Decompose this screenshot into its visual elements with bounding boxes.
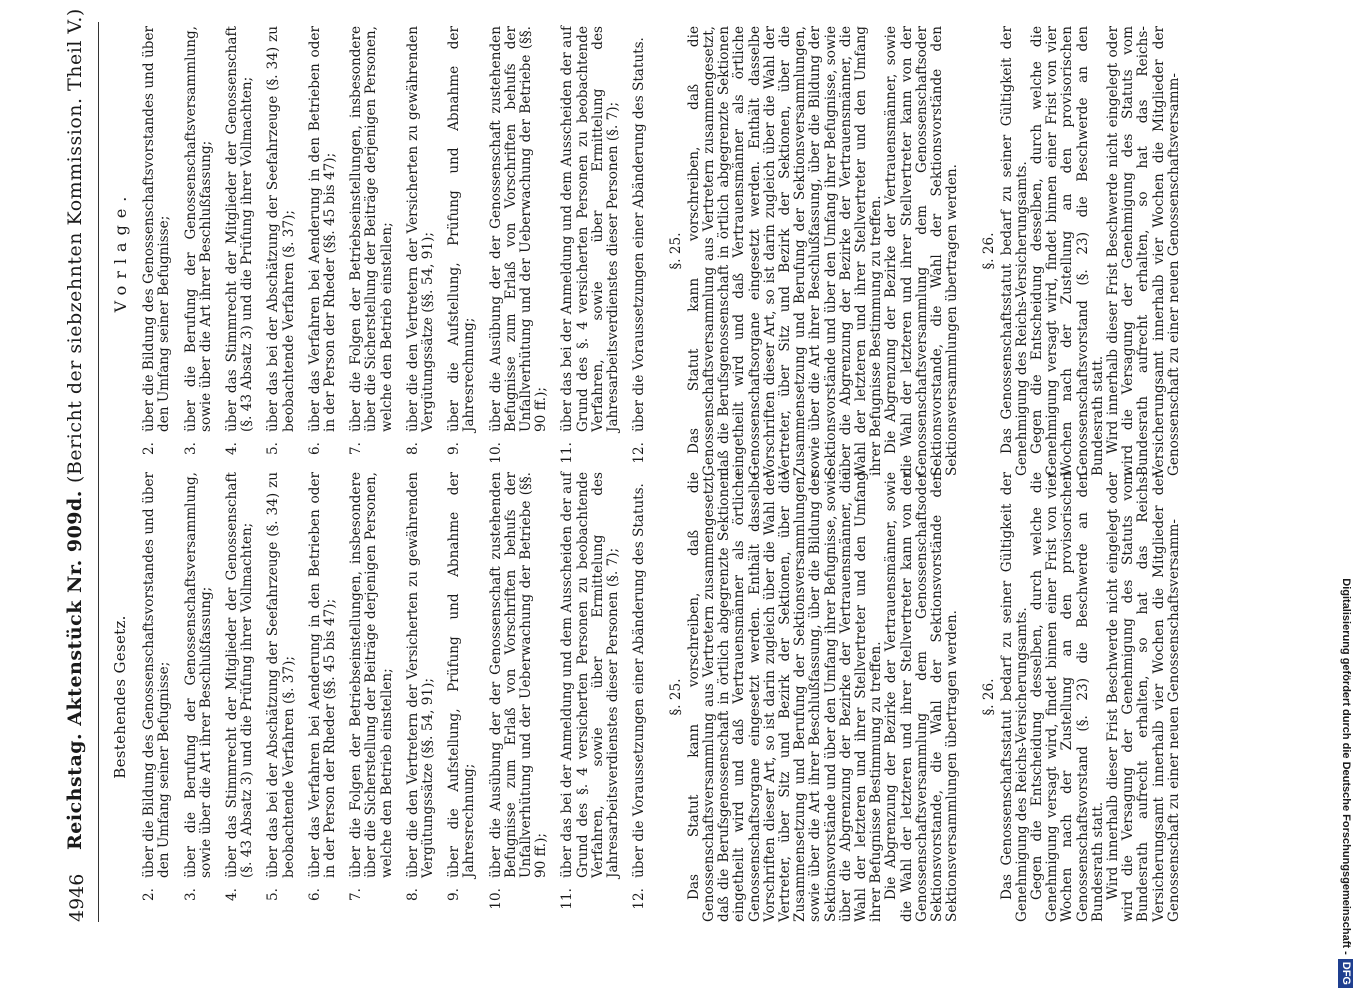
list-item: 11. über das bei der Anmeldung und dem Ausscheiden der auf Grund des §. 4 versicherten Personen zu beobachtende Verfahren, sowie über Ermittelung des Jahresarbeitsverdienstes dieser Personen (§. 7);: [559, 472, 622, 910]
paragraph: Das Statut kann vorschreiben, daß die Genossenschaftsversammlung aus Vertretern zusammengesetzt, daß die Berufsgenossenschaft in örtlich abgegrenzte Sektionen eingetheilt wird und daß Vertrauensmänner als örtliche Genossenschaftsorgane eingesetzt werden. Enthält dasselbe Vorschriften dieser Art, so ist darin zugleich über die Wahl der Vertreter, über Sitz und Bezirk der Sektionen, über die Zusammensetzung und Berufung der Sektionsversammlungen, sowie über die Art ihrer Beschlußfassung, über die Bildung der Sektionsvorstände und über den Umfang ihrer Befugnisse, sowie über die Abgrenzung der Bezirke der Vertrauensmänner, die Wahl der letzteren und ihrer Stellvertreter und den Umfang ihrer Befugnisse Bestimmung zu treffen.: [685, 26, 885, 476]
column-existing-law: [103, 472, 1182, 922]
list-item: 3. über die Berufung der Genossenschaftsversammlung, sowie über die Art ihrer Beschlußfassung;: [182, 26, 214, 455]
list-item: 8. über die den Vertretern der Versicherten zu gewährenden Vergütungssätze (§§. 54, 91);: [404, 472, 437, 901]
section-title-26: §. 26.: [981, 678, 998, 716]
list-item: 10. über die Ausübung der der Genossenschaft zustehenden Befugnisse zum Erlaß von Vorschriften behufs der Unfallverhütung und der Ueberwachung der Betriebe (§§. 90 ff.);: [487, 26, 550, 464]
document-title-main: Reichstag. Aktenstück Nr. 909d.: [64, 490, 86, 850]
paragraph: Das Statut kann vorschreiben, daß die Genossenschaftsversammlung aus Vertretern zusammengesetzt, daß die Berufsgenossenschaft in örtlich abgegrenzte Sektionen eingetheilt wird und daß Vertrauensmänner als örtliche Genossenschaftsorgane eingesetzt werden. Enthält dasselbe Vorschriften dieser Art, so ist darin zugleich über die Wahl der Vertreter, über Sitz und Bezirk der Sektionen, über die Zusammensetzung und Berufung der Sektionsversammlungen, sowie über die Art ihrer Beschlußfassung, über die Bildung der Sektionsvorstände und über den Umfang ihrer Befugnisse, sowie über die Abgrenzung der Bezirke der Vertrauensmänner, die Wahl der letzteren und ihrer Stellvertreter und den Umfang ihrer Befugnisse Bestimmung zu treffen.: [685, 472, 885, 922]
list-item: 3. über die Berufung der Genossenschaftsversammlung, sowie über die Art ihrer Beschlußfassung;: [182, 472, 214, 901]
column-heading-existing-law: Bestehendes Gesetz.: [111, 615, 129, 779]
list-item: 5. über das bei der Abschätzung der Seefahrzeuge (§. 34) zu beobachtende Verfahren (§. 37);: [265, 26, 297, 455]
page-number: 4946: [66, 873, 88, 922]
paragraph: Gegen die Entscheidung desselben, durch welche die Genehmigung versagt wird, findet binnen einer Frist von vier Wochen nach der Zustellung an den provisorischen Genossenschaftsvorstand (§. 23) die Beschwerde an den Bundesrath statt.: [1028, 472, 1106, 922]
list-item: 6. über das Verfahren bei Aenderung in den Betrieben oder in der Person der Rheder (§§. 45 bis 47);: [306, 472, 339, 901]
list-item: 2. über die Bildung des Genossenschaftsvorstandes und über den Umfang seiner Befugnisse;: [141, 472, 173, 901]
dfg-logo: DFG: [1338, 959, 1353, 988]
paragraph: Die Abgrenzung der Bezirke der Vertrauensmänner, sowie die Wahl der letzteren und ihrer Stellvertreter kann von der Genossenschaftsversammlung dem Genossenschaftsoder Sektionsvorstande, die Wahl der Sektionsvorstände den Sektionsversammlungen übertragen werden.: [883, 26, 961, 476]
paragraph: Wird innerhalb dieser Frist Beschwerde nicht eingelegt oder wird die Versagung der Genehmigung des Statuts vom Bundesrath aufrecht erhalten, so hat das Reichs-Versicherungsamt innerhalb vier Wochen die Mitglieder der Genossenschaft zu einer neuen Genossenschaftsversamm-: [1104, 472, 1182, 922]
document-title: [64, 8, 86, 850]
list-item: 5. über das bei der Abschätzung der Seefahrzeuge (§. 34) zu beobachtende Verfahren (§. 37);: [265, 472, 297, 901]
list-item: 4. über das Stimmrecht der Mitglieder der Genossenschaft (§. 43 Absatz 3) und die Prüfung ihrer Vollmachten;: [224, 26, 256, 455]
list-item: 8. über die den Vertretern der Versicherten zu gewährenden Vergütungssätze (§§. 54, 91);: [404, 26, 437, 455]
list-item: 2. über die Bildung des Genossenschaftsvorstandes und über den Umfang seiner Befugnisse;: [141, 26, 173, 455]
section-title-25: §. 25.: [668, 232, 685, 270]
document-title-sub: (Bericht der siebzehnten Kommission. Theil V.): [64, 8, 86, 483]
column-proposal: [103, 26, 1182, 476]
list-item: 11. über das bei der Anmeldung und dem Ausscheiden der auf Grund des §. 4 versicherten Personen zu beobachtende Verfahren, sowie über Ermittelung des Jahresarbeitsverdienstes dieser Personen (§. 7);: [559, 26, 622, 464]
section-title-25: §. 25.: [668, 678, 685, 716]
page-header: [62, 0, 96, 1000]
list-item: 9. über die Aufstellung, Prüfung und Abnahme der Jahresrechnung;: [446, 26, 478, 455]
column-heading-proposal: Vorlage.: [111, 189, 130, 313]
paragraph: Die Abgrenzung der Bezirke der Vertrauensmänner, sowie die Wahl der letzteren und ihrer Stellvertreter kann von der Genossenschaftsversammlung dem Genossenschaftsoder Sektionsvorstande, die Wahl der Sektionsvorstände den Sektionsversammlungen übertragen werden.: [883, 472, 961, 922]
list-item: 9. über die Aufstellung, Prüfung und Abnahme der Jahresrechnung;: [446, 472, 478, 901]
paragraph: Gegen die Entscheidung desselben, durch welche die Genehmigung versagt wird, findet binnen einer Frist von vier Wochen nach der Zustellung an den provisorischen Genossenschaftsvorstand (§. 23) die Beschwerde an den Bundesrath statt.: [1028, 26, 1106, 476]
list-item: 12. über die Voraussetzungen einer Abänderung des Statuts.: [631, 37, 648, 464]
list-item: 7. über die Folgen der Betriebseinstellungen, insbesondere über die Sicherstellung der Beiträge derjenigen Personen, welche den Betrieb einstellen;: [348, 26, 395, 455]
paragraph: Das Genossenschaftsstatut bedarf zu seiner Gültigkeit der Genehmigung des Reichs-Versicherungsamts.: [998, 472, 1030, 922]
digitization-credit: [1338, 8, 1353, 988]
list-item: 6. über das Verfahren bei Aenderung in den Betrieben oder in der Person der Rheder (§§. 45 bis 47);: [306, 26, 339, 455]
list-item: 10. über die Ausübung der der Genossenschaft zustehenden Befugnisse zum Erlaß von Vorschriften behufs der Unfallverhütung und der Ueberwachung der Betriebe (§§. 90 ff.);: [487, 472, 550, 910]
list-item: 7. über die Folgen der Betriebseinstellungen, insbesondere über die Sicherstellung der Beiträge derjenigen Personen, welche den Betrieb einstellen;: [348, 472, 395, 901]
list-item: 12. über die Voraussetzungen einer Abänderung des Statuts.: [631, 483, 648, 910]
section-title-26: §. 26.: [981, 232, 998, 270]
paragraph: Das Genossenschaftsstatut bedarf zu seiner Gültigkeit der Genehmigung des Reichs-Versicherungsamts.: [998, 26, 1030, 476]
paragraph: Wird innerhalb dieser Frist Beschwerde nicht eingelegt oder wird die Versagung der Genehmigung des Statuts vom Bundesrath aufrecht erhalten, so hat das Reichs-Versicherungsamt innerhalb vier Wochen die Mitglieder der Genossenschaft zu einer neuen Genossenschaftsversamm-: [1104, 26, 1182, 476]
list-item: 4. über das Stimmrecht der Mitglieder der Genossenschaft (§. 43 Absatz 3) und die Prüfung ihrer Vollmachten;: [224, 472, 256, 901]
header-rule: [98, 22, 99, 922]
credit-text: Digitalisierung gefördert durch die Deutsche Forschungsgemeinschaft -: [1340, 578, 1352, 955]
